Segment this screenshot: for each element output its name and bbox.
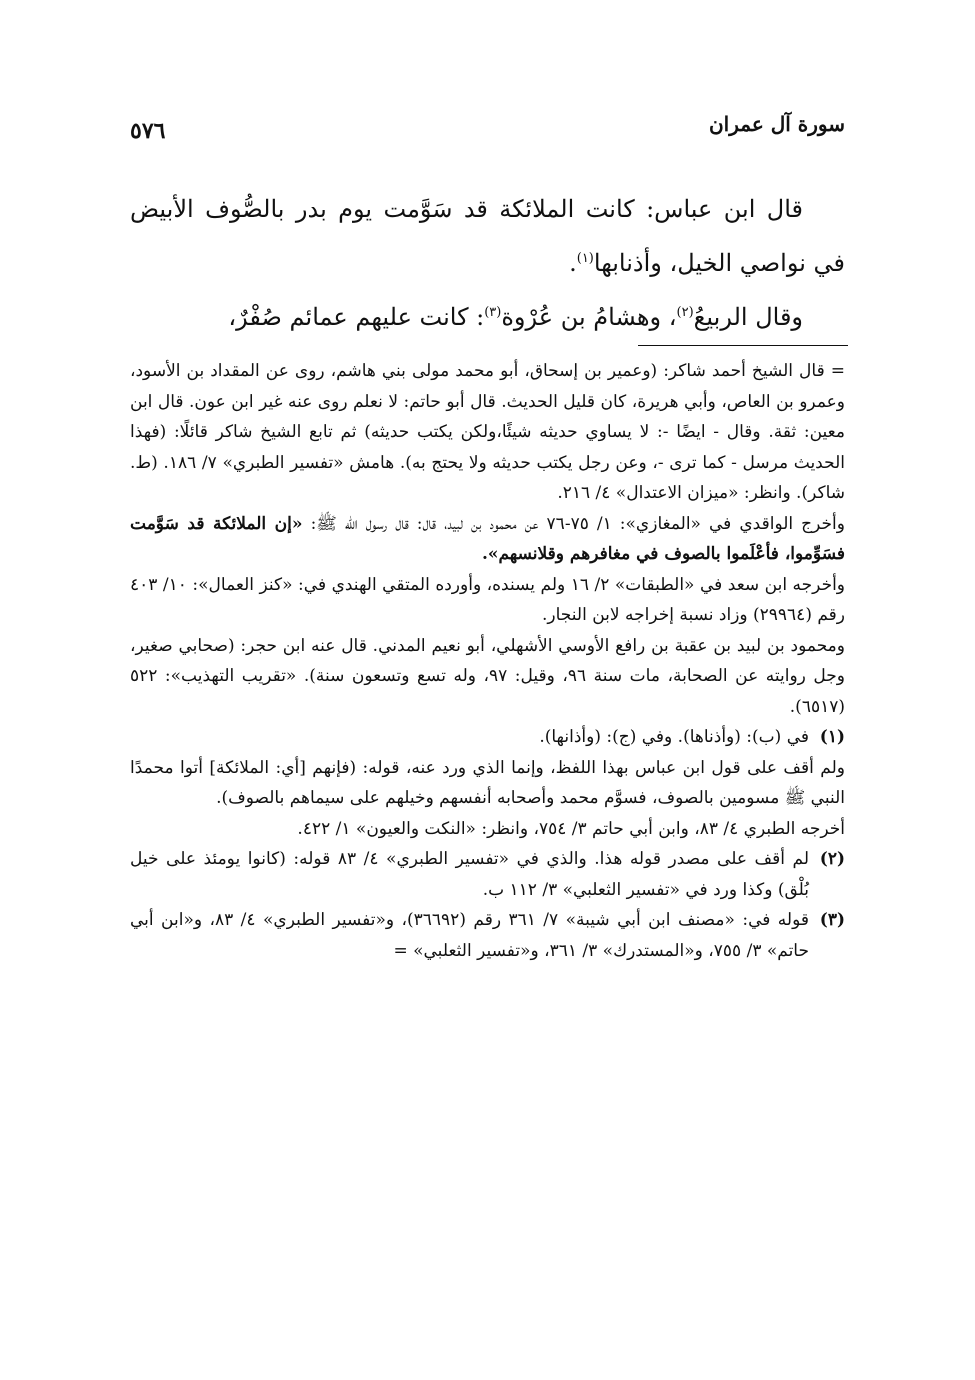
footnote-divider	[638, 345, 848, 346]
surah-title: سورة آل عمران	[708, 112, 845, 136]
main-paragraph-1-text: قال ابن عباس: كانت الملائكة قد سَوَّمت يوم بدر بالصُّوف الأبيض في نواصي الخيل، وأذنابها	[130, 195, 845, 277]
note-ibn-saad: وأخرجه ابن سعد في «الطبقات» ٢/ ١٦ ولم يسنده، وأورده المتقي الهندي في: «كنز العمال»: ١٠/ ٤٠٣ رقم (٢٩٩٦٤) وزاد نسبة إخراجه لابن النجار.	[130, 574, 846, 625]
footnote-2-text: لم أقف على مصدر قوله هذا. والذي في «تفسير الطبري» ٤/ ٨٣ قوله: (كانوا يومئذ على خيل بُلْق) وكذا ورد في «تفسير الثعلبي» ٣/ ١١٢ ب.	[130, 849, 809, 900]
note-tabari-ref: أخرجه الطبري ٤/ ٨٣، وابن أبي حاتم ٣/ ٧٥٤، وانظر: «النكت والعيون» ١/ ٤٢٢.	[297, 818, 845, 839]
footnote-ref-3: (٣)	[484, 305, 502, 320]
footnote-1-text: في (ب): (وأذناها). وفي (ج): (وأذانها).	[539, 727, 809, 747]
main-paragraph-1	[130, 182, 845, 290]
footnote-2	[130, 844, 845, 905]
page-header	[130, 112, 845, 152]
main-paragraph-1-end: .	[569, 249, 577, 277]
footnote-3-number: (٣)	[819, 910, 845, 930]
main-paragraph-2-part-a: وقال الربيعُ	[693, 303, 803, 331]
note-waqidi-text: وأخرج الواقدي في «المغازي»: ١/ ٧٥-٧٦ عن محمود بن لبيد، قال: قال رسول الله ﷺ:	[302, 513, 845, 534]
footnote-1-number: (١)	[819, 727, 845, 747]
footnote-2-number: (٢)	[819, 849, 845, 869]
footnote-1	[130, 722, 845, 753]
main-paragraph-2-part-c: : كانت عليهم عمائم صُفْرٌ،	[228, 303, 485, 331]
footnotes	[130, 356, 845, 966]
note-waqidi	[130, 509, 845, 570]
note-waqidi-hadith: «إن الملائكة قد سَوَّمت فسَوِّموا، فأعْلَموا بالصوف في مغافرهم وقلانسهم».	[130, 513, 845, 564]
footnote-ref-1: (١)	[576, 251, 594, 266]
main-paragraph-2	[130, 290, 845, 344]
note-mahmud-ibn-labid: ومحمود بن لبيد بن عقبة بن رافع الأوسي الأشهلي، أبو نعيم المدني. قال عنه ابن حجر: (صحابي صغير، وجل روايته عن الصحابة، مات سنة ٩٦، وقيل: ٩٧، وله تسع وتسعون سنة). «تقريب التهذيب»: ٥٢٢ (٦٥١٧).	[130, 635, 845, 717]
footnote-3-text: قوله في: «مصنف ابن أبي شيبة» ٧/ ٣٦١ رقم (٣٦٦٩٢)، و«تفسير الطبري» ٤/ ٨٣، و«ابن أبي حاتم» ٣/ ٧٥٥، و«المستدرك» ٣/ ٣٦١، و«تفسير الثعلبي» =	[130, 910, 810, 961]
main-paragraph-2-part-b: ، وهشامُ بن عُرْوة	[501, 303, 677, 331]
note-continuation: = قال الشيخ أحمد شاكر: (وعمير بن إسحاق، أبو محمد مولى بني هاشم، روى عن المقداد بن الأسود، وعمرو بن العاص، وأبي هريرة، كان قليل الحديث. قال أبو حاتم: لا نعلم روى عنه غير ابن عون. قال ابن معين: ثقة. وقال - ايضًا -: لا يساوي حديثه شيئًا،ولكن يكتب حديثه) ثم تابع الشيخ شاكر قائلًا: (فهذا الحديث مرسل - كما ترى -، وعن رجل يكتب حديثه ولا يحتج به). هامش «تفسير الطبري» ٧/ ١٨٦. (ط. شاكر). وانظر: «ميزان الاعتدال» ٤/ ٢١٦.	[130, 361, 845, 503]
note-ibn-abbas: ولم أقف على قول ابن عباس بهذا اللفظ، وإنما الذي ورد عنه، قوله: (فإنهم [أي: الملائكة] أتوا محمدًا النبي ﷺ مسومين بالصوف، فسوَّم محمد وأصحابه أنفسهم وخيلهم على سيماهم بالصوف).	[130, 757, 845, 808]
main-text	[130, 182, 845, 344]
footnote-ref-2: (٢)	[676, 305, 694, 320]
footnote-3	[130, 905, 845, 966]
page-number: ٥٧٦	[130, 118, 166, 144]
